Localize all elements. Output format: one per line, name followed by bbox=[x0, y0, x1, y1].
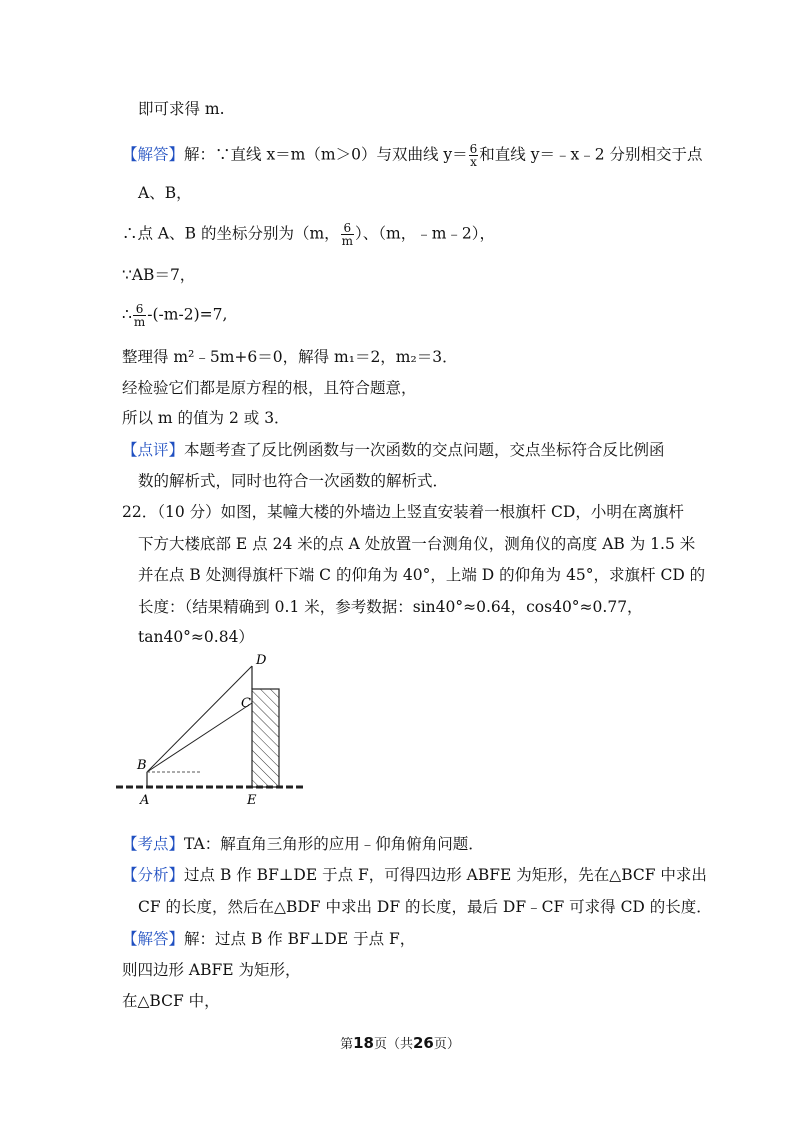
sight-line-bd bbox=[147, 666, 252, 772]
fraction bbox=[469, 143, 479, 168]
geometry-figure bbox=[110, 648, 310, 808]
text-line: 即可求得 m. bbox=[138, 100, 225, 118]
text-line: 整理得 m²﹣5m+6＝0，解得 m₁＝2，m₂＝3． bbox=[122, 348, 458, 366]
analysis-tag: 【分析】 bbox=[122, 866, 185, 884]
building bbox=[252, 689, 279, 787]
text-line: ∵AB＝7， bbox=[122, 266, 196, 284]
label-a: A bbox=[140, 793, 150, 808]
text-segment: 和直线 y＝﹣x﹣2 分别相交于点 bbox=[479, 145, 703, 164]
fraction-denominator: m bbox=[341, 234, 354, 248]
total-pages: 26 bbox=[413, 1034, 434, 1052]
footer-text: 页（共 bbox=[373, 1037, 413, 1052]
text-line: 经检验它们都是原方程的根，且符合题意， bbox=[122, 379, 417, 397]
text-line: 则四边形 ABFE 为矩形， bbox=[122, 961, 301, 979]
solution-tag: 【解答】 bbox=[122, 930, 185, 948]
analysis-line bbox=[122, 864, 707, 886]
text-line: CF 的长度，然后在△BDF 中求出 DF 的长度，最后 DF﹣CF 可求得 CD 的长度． bbox=[138, 898, 712, 916]
text-segment: 本题考查了反比例函数与一次函数的交点问题，交点坐标符合反比例函 bbox=[184, 441, 665, 459]
label-e: E bbox=[247, 793, 257, 808]
knowledge-point-tag: 【考点】 bbox=[122, 835, 185, 853]
text-line bbox=[122, 303, 227, 328]
knowledge-point-line bbox=[122, 833, 484, 855]
question-line: 22．（10 分）如图，某幢大楼的外墙边上竖直安装着一根旗杆 CD，小明在离旗杆 bbox=[122, 503, 684, 521]
question-line: 长度：（结果精确到 0.1 米，参考数据：sin40°≈0.64，cos40°≈0.77， bbox=[138, 598, 643, 616]
text-line: 在△BCF 中， bbox=[122, 992, 220, 1010]
fraction bbox=[133, 303, 146, 328]
comment-line bbox=[122, 439, 665, 461]
text-segment: -(-m-2)=7, bbox=[147, 305, 228, 324]
question-line: 下方大楼底部 E 点 24 米的点 A 处放置一台测角仪，测角仪的高度 AB 为 1.5 米 bbox=[138, 535, 696, 553]
page-footer bbox=[0, 1033, 800, 1052]
footer-text: 页） bbox=[433, 1037, 460, 1052]
label-b: B bbox=[137, 758, 147, 773]
text-segment: 解：过点 B 作 BF⊥DE 于点 F， bbox=[184, 930, 416, 948]
solution-tag: 【解答】 bbox=[122, 145, 185, 164]
fraction-numerator: 6 bbox=[469, 142, 478, 156]
fraction-denominator: m bbox=[133, 315, 146, 329]
fraction-numerator: 6 bbox=[341, 222, 354, 235]
footer-text: 第 bbox=[340, 1037, 354, 1052]
text-line bbox=[122, 222, 495, 247]
text-segment: ∴点 A、B 的坐标分别为（m， bbox=[122, 224, 340, 243]
text-line: 所以 m 的值为 2 或 3． bbox=[122, 409, 290, 427]
label-c: C bbox=[241, 696, 251, 711]
solution-line bbox=[122, 143, 703, 168]
text-segment: ∴ bbox=[122, 305, 132, 324]
question-line: 并在点 B 处测得旗杆下端 C 的仰角为 40°，上端 D 的仰角为 45°，求旗杆 CD 的 bbox=[138, 566, 706, 584]
text-line: 数的解析式，同时也符合一次函数的解析式． bbox=[138, 472, 449, 490]
text-segment: 过点 B 作 BF⊥DE 于点 F，可得四边形 ABFE 为矩形，先在△BCF 中求出 bbox=[184, 866, 707, 884]
text-segment: ）、（m，﹣m﹣2）， bbox=[355, 224, 496, 243]
solution-line bbox=[122, 928, 415, 950]
text-line: A、B， bbox=[138, 184, 192, 202]
page-number: 18 bbox=[353, 1034, 374, 1052]
fraction bbox=[341, 222, 354, 247]
fraction-numerator: 6 bbox=[133, 303, 146, 316]
fraction-denominator: x bbox=[470, 155, 477, 169]
text-segment: 解：∵直线 x＝m（m＞0）与双曲线 y＝ bbox=[184, 145, 468, 164]
comment-tag: 【点评】 bbox=[122, 441, 185, 459]
sight-line-bc bbox=[147, 703, 252, 772]
text-segment: TA：解直角三角形的应用﹣仰角俯角问题． bbox=[184, 835, 484, 853]
label-d: D bbox=[256, 653, 267, 668]
question-line: tan40°≈0.84） bbox=[138, 628, 254, 646]
